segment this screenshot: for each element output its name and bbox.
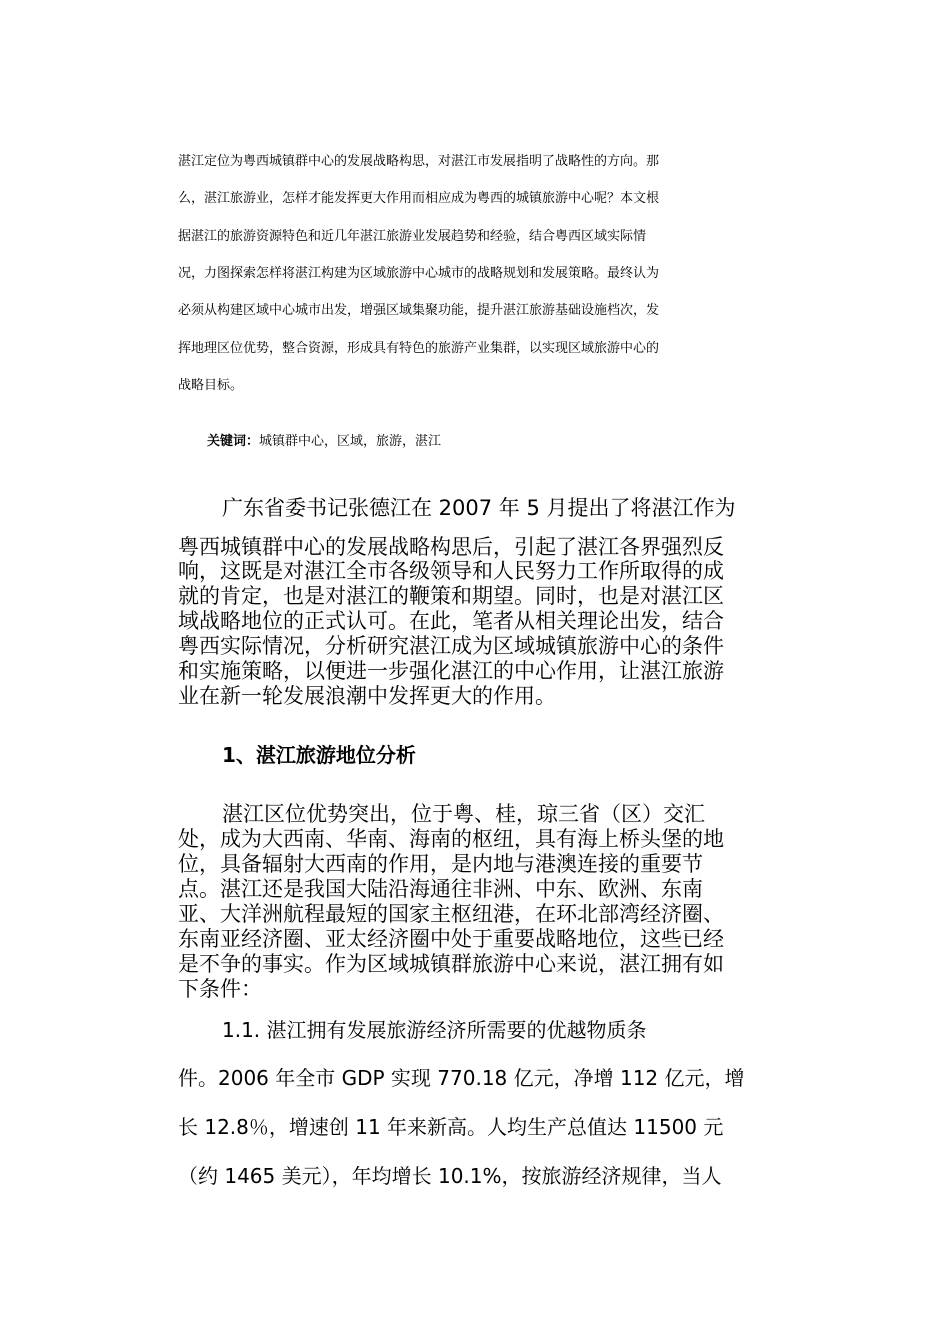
section-line: 湛江区位优势突出，位于粤、桂，琼三省（区）交汇	[222, 802, 705, 826]
abstract-line: 必须从构建区域中心城市出发，增强区域集聚功能，提升湛江旅游基础设施档次，发	[178, 303, 660, 318]
section-line: 下条件：	[178, 977, 262, 1001]
intro-line: 粤西实际情况，分析研究湛江成为区域城镇旅游中心的条件	[178, 634, 724, 658]
intro-line: 就的肯定，也是对湛江的鞭策和期望。同时，也是对湛江区	[178, 584, 724, 608]
subsection-line: 1.1. 湛江拥有发展旅游经济所需要的优越物质条	[222, 1018, 647, 1042]
intro-line: 粤西城镇群中心的发展战略构思后，引起了湛江各界强烈反	[178, 535, 724, 559]
section-heading: 1、湛江旅游地位分析	[222, 743, 416, 767]
abstract-line: 战略目标。	[178, 378, 244, 393]
intro-line: 业在新一轮发展浪潮中发挥更大的作用。	[178, 684, 556, 708]
keywords	[207, 430, 441, 449]
abstract-line: 挥地理区位优势，整合资源，形成具有特色的旅游产业集群，以实现区域旅游中心的	[178, 341, 660, 356]
abstract-line: 么，湛江旅游业，怎样才能发挥更大作用而相应成为粤西的城镇旅游中心呢？本文根	[178, 191, 660, 206]
abstract-line: 湛江定位为粤西城镇群中心的发展战略构思，对湛江市发展指明了战略性的方向。那	[178, 154, 660, 169]
keywords-value: 城镇群中心，区域，旅游，湛江	[259, 434, 442, 449]
section-line: 点。湛江还是我国大陆沿海通往非洲、中东、欧洲、东南	[178, 877, 703, 901]
keywords-label: 关键词：	[207, 434, 260, 449]
subsection-line: 件。2006 年全市 GDP 实现 770.18 亿元，净增 112 亿元，增	[178, 1066, 745, 1090]
abstract-line: 况，力图探索怎样将湛江构建为区域旅游中心城市的战略规划和发展策略。最终认为	[178, 266, 660, 281]
intro-line: 广东省委书记张德江在 2007 年 5 月提出了将湛江作为	[222, 496, 736, 520]
intro-line: 域战略地位的正式认可。在此，笔者从相关理论出发，结合	[178, 609, 724, 633]
subsection-line: 长 12.8％，增速创 11 年来新高。人均生产总值达 11500 元	[178, 1115, 724, 1139]
abstract-line: 据湛江的旅游资源特色和近几年湛江旅游业发展趋势和经验，结合粤西区域实际情	[178, 229, 647, 244]
intro-line: 和实施策略，以便进一步强化湛江的中心作用，让湛江旅游	[178, 659, 724, 683]
section-line: 东南亚经济圈、亚太经济圈中处于重要战略地位，这些已经	[178, 927, 724, 951]
section-line: 位，具备辐射大西南的作用，是内地与港澳连接的重要节	[178, 852, 703, 876]
section-line: 是不争的事实。作为区域城镇群旅游中心来说，湛江拥有如	[178, 952, 724, 976]
intro-line: 响，这既是对湛江全市各级领导和人民努力工作所取得的成	[178, 559, 724, 583]
section-line: 亚、大洋洲航程最短的国家主枢纽港，在环北部湾经济圈、	[178, 902, 724, 926]
section-line: 处，成为大西南、华南、海南的枢纽，具有海上桥头堡的地	[178, 827, 724, 851]
subsection-line: （约 1465 美元），年均增长 10.1%，按旅游经济规律，当人	[178, 1164, 722, 1188]
